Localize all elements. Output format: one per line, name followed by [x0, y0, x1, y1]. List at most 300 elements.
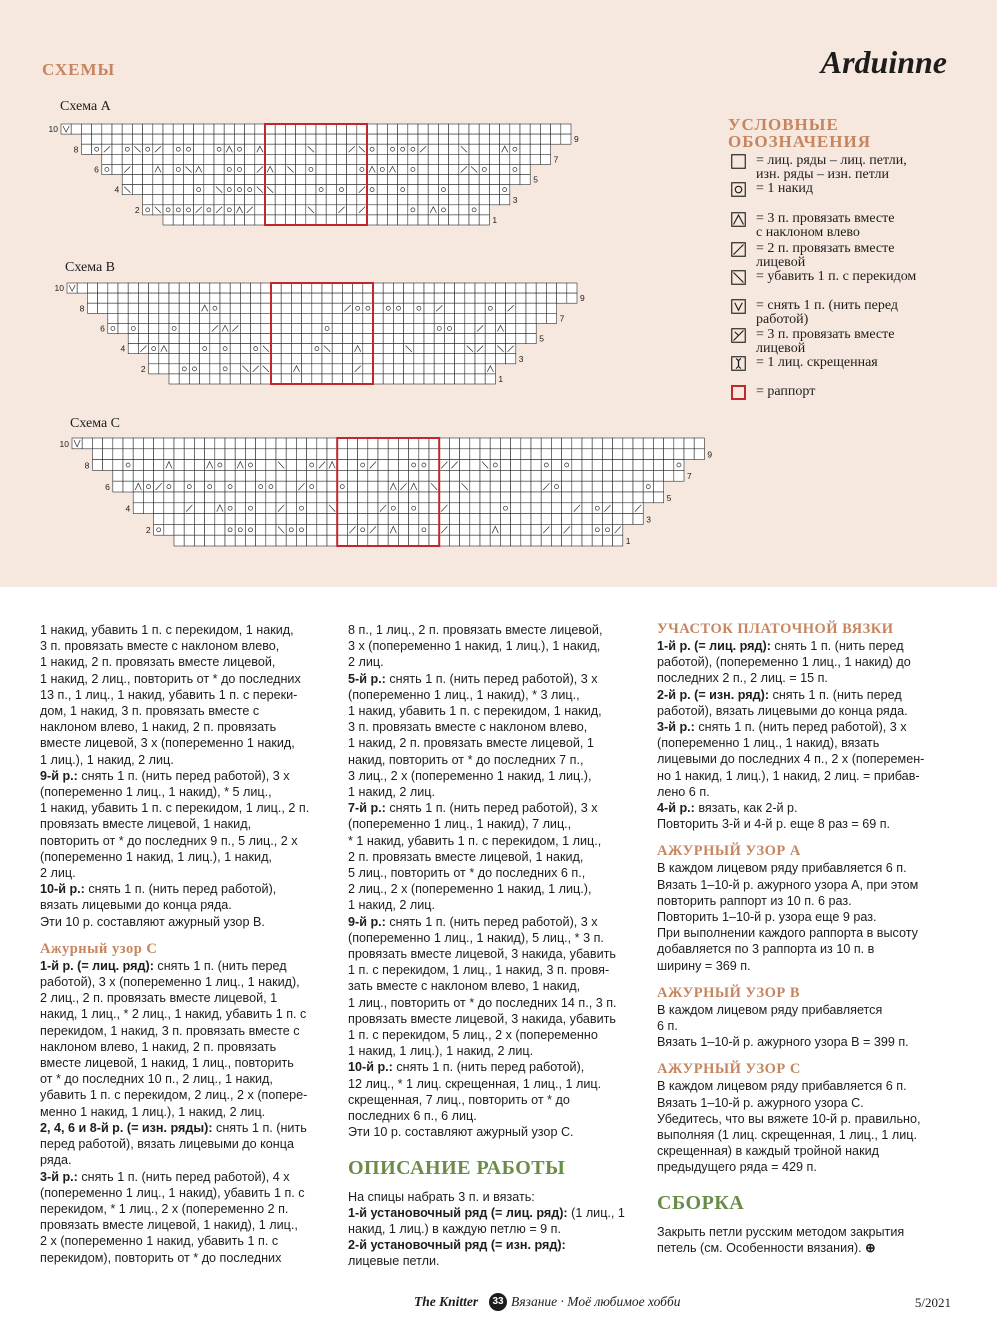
- row-text-line: (попеременно 1 накид, 1 лиц.), 1 накид,: [40, 849, 272, 864]
- chart-cell: [373, 344, 383, 354]
- chart-cell: [347, 514, 357, 525]
- chart-cell: [98, 293, 108, 303]
- chart-cell: [428, 134, 438, 144]
- chart-cell: [653, 460, 663, 471]
- chart-cell: [307, 460, 317, 471]
- chart-cell: [251, 334, 261, 344]
- chart-cell: [235, 524, 245, 535]
- row-text-line: 1 лиц., повторить от * до последних 14 п., 3 п.: [348, 995, 617, 1010]
- chart-cell: [183, 134, 193, 144]
- chart-cell: [285, 134, 295, 144]
- chart-cell: [179, 283, 189, 293]
- chart-cell: [285, 124, 295, 134]
- chart-cell: [398, 154, 408, 164]
- chart-cell: [327, 535, 337, 546]
- row-number: 1: [498, 374, 504, 384]
- chart-cell: [459, 124, 469, 134]
- chart-cell: [424, 354, 434, 364]
- chart-cell: [312, 334, 322, 344]
- chart-cell: [500, 449, 510, 460]
- footer-magazine: Вязание · Моё любимое хобби: [511, 1294, 681, 1309]
- chart-cell: [296, 175, 306, 185]
- chart-cell: [291, 354, 301, 364]
- chart-cell: [224, 164, 234, 174]
- chart-cell: [326, 154, 336, 164]
- chart-cell: [251, 354, 261, 364]
- empty-square-icon: [731, 154, 746, 169]
- chart-b: [55, 283, 585, 384]
- chart-cell: [183, 215, 193, 225]
- chart-cell: [551, 134, 561, 144]
- chart-cell: [184, 514, 194, 525]
- row-text-line: 1 накид, 2 лиц.: [348, 898, 435, 913]
- chart-cell: [256, 524, 266, 535]
- row-text-line: лено 6 п.: [657, 784, 710, 799]
- chart-cell: [220, 344, 230, 354]
- chart-cell: [572, 449, 582, 460]
- chart-cell: [408, 205, 418, 215]
- chart-cell: [398, 134, 408, 144]
- chart-cell: [434, 354, 444, 364]
- chart-cell: [592, 492, 602, 503]
- row-text-line: перед работой), вязать лицевыми до конца: [40, 1137, 294, 1152]
- row-text-line: зать вместе с наклоном влево, 1 накид,: [348, 979, 581, 994]
- chart-cell: [393, 364, 403, 374]
- legend-item-text: [756, 212, 981, 240]
- chart-cell: [332, 313, 342, 323]
- chart-cell: [326, 175, 336, 185]
- chart-cell: [363, 354, 373, 364]
- chart-cell: [312, 354, 322, 364]
- chart-cell: [138, 323, 148, 333]
- chart-cell: [235, 503, 245, 514]
- chart-cell: [255, 205, 265, 215]
- chart-cell: [296, 503, 306, 514]
- chart-cell: [409, 503, 419, 514]
- chart-cell: [81, 124, 91, 134]
- chart-cell: [296, 438, 306, 449]
- chart-cell: [266, 503, 276, 514]
- chart-cell: [251, 283, 261, 293]
- chart-cell: [174, 460, 184, 471]
- chart-cell: [112, 124, 122, 134]
- chart-cell: [592, 438, 602, 449]
- chart-cell: [261, 334, 271, 344]
- chart-cell: [434, 344, 444, 354]
- row-label: 10-й р.:: [40, 882, 85, 897]
- chart-cell: [336, 195, 346, 205]
- chart-cell: [449, 492, 459, 503]
- chart-cell: [428, 144, 438, 154]
- chart-cell: [409, 460, 419, 471]
- chart-cell: [353, 313, 363, 323]
- chart-cell: [398, 524, 408, 535]
- chart-cell: [633, 470, 643, 481]
- chart-cell: [633, 492, 643, 503]
- chart-cell: [623, 460, 633, 471]
- row-number: 10: [59, 438, 69, 449]
- text-line: В каждом лицевом ряду прибавляется: [657, 1002, 883, 1017]
- chart-cell: [296, 514, 306, 525]
- chart-cell: [424, 313, 434, 323]
- assembly-line-2: [657, 1240, 957, 1256]
- chart-cell: [322, 293, 332, 303]
- chart-cell: [347, 503, 357, 514]
- chart-cell: [179, 293, 189, 303]
- text-line: 3 п. провязать вместе с наклоном влево,: [40, 639, 280, 654]
- chart-cell: [132, 185, 142, 195]
- row-text-line: скрещенная, 7 лиц., повторить от * до: [348, 1092, 570, 1107]
- chart-cell: [377, 195, 387, 205]
- chart-cell: [393, 374, 403, 384]
- chart-cell: [613, 503, 623, 514]
- chart-cell: [531, 524, 541, 535]
- chart-cell: [444, 323, 454, 333]
- chart-cell: [173, 124, 183, 134]
- chart-cell: [398, 492, 408, 503]
- chart-cell: [220, 354, 230, 364]
- chart-cell: [317, 470, 327, 481]
- chart-cell: [143, 164, 153, 174]
- chart-cell: [562, 481, 572, 492]
- chart-cell: [143, 492, 153, 503]
- chart-cell: [336, 175, 346, 185]
- row-text-line: (попеременно 1 лиц., 1 накид), 5 лиц., * 3 п.: [348, 930, 604, 945]
- chart-cell: [592, 514, 602, 525]
- chart-cell: [479, 124, 489, 134]
- chart-cell: [429, 449, 439, 460]
- chart-cell: [347, 154, 357, 164]
- chart-cell: [307, 438, 317, 449]
- chart-cell: [143, 195, 153, 205]
- chart-cell: [418, 164, 428, 174]
- chart-cell: [265, 134, 275, 144]
- chart-cell: [194, 492, 204, 503]
- legend-line-2: изн. ряды – изн. петли: [756, 167, 889, 182]
- chart-cell: [214, 124, 224, 134]
- chart-cell: [225, 481, 235, 492]
- chart-cell: [368, 470, 378, 481]
- chart-cell: [240, 374, 250, 384]
- chart-cell: [388, 470, 398, 481]
- chart-cell: [113, 481, 123, 492]
- chart-cell: [521, 524, 531, 535]
- chart-cell: [189, 283, 199, 293]
- chart-cell: [449, 124, 459, 134]
- chart-cell: [357, 124, 367, 134]
- chart-cell: [205, 524, 215, 535]
- chart-cell: [489, 144, 499, 154]
- chart-cell: [434, 313, 444, 323]
- chart-cell: [387, 175, 397, 185]
- chart-cell: [189, 354, 199, 364]
- chart-cell: [398, 185, 408, 195]
- slip-wyif-icon: [731, 299, 746, 314]
- chart-cell: [418, 195, 428, 205]
- chart-cell: [500, 438, 510, 449]
- chart-cell: [322, 354, 332, 364]
- chart-cell: [235, 481, 245, 492]
- chart-cell: [128, 283, 138, 293]
- chart-cell: [367, 185, 377, 195]
- chart-cell: [342, 313, 352, 323]
- chart-cell: [353, 283, 363, 293]
- legend: [728, 115, 978, 399]
- chart-cell: [149, 293, 159, 303]
- chart-cell: [551, 492, 561, 503]
- chart-cell: [398, 460, 408, 471]
- chart-cell: [551, 124, 561, 134]
- chart-cell: [240, 283, 250, 293]
- chart-cell: [408, 164, 418, 174]
- chart-cell: [204, 175, 214, 185]
- chart-cell: [378, 438, 388, 449]
- chart-cell: [562, 449, 572, 460]
- chart-cell: [204, 154, 214, 164]
- chart-cell: [307, 535, 317, 546]
- chart-cell: [418, 154, 428, 164]
- chart-cell: [495, 313, 505, 323]
- chart-cell: [428, 124, 438, 134]
- text-line: повторить раппорт из 10 п. 6 раз.: [657, 893, 852, 908]
- chart-cell: [480, 503, 490, 514]
- chart-cell: [230, 374, 240, 384]
- chart-cell: [449, 470, 459, 481]
- chart-cell: [163, 185, 173, 195]
- chart-cell: [347, 460, 357, 471]
- chart-cell: [429, 492, 439, 503]
- chart-cell: [383, 354, 393, 364]
- chart-cell: [572, 524, 582, 535]
- legend-line-1: = 3 п. провязать вместе: [756, 327, 895, 342]
- chart-cell: [485, 374, 495, 384]
- chart-cell: [551, 535, 561, 546]
- chart-cell: [92, 460, 102, 471]
- chart-cell: [479, 205, 489, 215]
- chart-cell: [551, 524, 561, 535]
- chart-cell: [373, 293, 383, 303]
- chart-cell: [480, 449, 490, 460]
- k3tog-left-icon: [731, 212, 746, 227]
- chart-cell: [296, 535, 306, 546]
- chart-cell: [179, 364, 189, 374]
- chart-cell: [306, 124, 316, 134]
- row-text-line: 1 накид, убавить 1 п. с перекидом, 1 лиц., 2 п.: [40, 801, 310, 816]
- chart-cell: [204, 144, 214, 154]
- chart-cell: [322, 323, 332, 333]
- chart-cell: [455, 293, 465, 303]
- row-number: 5: [539, 333, 544, 344]
- chart-cell: [613, 535, 623, 546]
- chart-cell: [138, 283, 148, 293]
- chart-cell: [327, 470, 337, 481]
- chart-cell: [526, 303, 536, 313]
- chart-cell: [307, 492, 317, 503]
- chart-cell: [143, 460, 153, 471]
- footer-brand: The Knitter: [414, 1294, 479, 1309]
- row-text-line: 1 накид, 1 лиц.), 1 накид, 2 лиц.: [348, 1044, 534, 1059]
- chart-cell: [469, 195, 479, 205]
- chart-cell: [404, 313, 414, 323]
- chart-cell: [184, 438, 194, 449]
- chart-cell: [240, 293, 250, 303]
- chart-cell: [235, 470, 245, 481]
- chart-cell: [444, 313, 454, 323]
- chart-cell: [572, 460, 582, 471]
- chart-cell: [118, 313, 128, 323]
- chart-cell: [153, 134, 163, 144]
- chart-cell: [531, 470, 541, 481]
- chart-cell: [455, 334, 465, 344]
- chart-cell: [485, 293, 495, 303]
- text-line: выполняя (1 лиц. скрещенная, 1 лиц., 1 лиц.: [657, 1128, 917, 1143]
- chart-cell: [276, 449, 286, 460]
- chart-cell: [414, 354, 424, 364]
- chart-cell: [449, 154, 459, 164]
- chart-cell: [377, 134, 387, 144]
- chart-cell: [317, 535, 327, 546]
- row-text-line: (попеременно 1 лиц., 1 накид), * 3 лиц.,: [348, 687, 580, 702]
- chart-cell: [143, 144, 153, 154]
- chart-cell: [210, 293, 220, 303]
- chart-cell: [285, 154, 295, 164]
- chart-cell: [664, 460, 674, 471]
- chart-cell: [613, 460, 623, 471]
- chart-cell: [133, 460, 143, 471]
- chart-cell: [388, 438, 398, 449]
- chart-cell: [387, 195, 397, 205]
- chart-cell: [220, 364, 230, 374]
- chart-cell: [485, 303, 495, 313]
- row-text-line: работой), (попеременно 1 лиц., 1 накид) до: [657, 655, 911, 670]
- chart-cell: [613, 492, 623, 503]
- chart-cell: [108, 283, 118, 293]
- pattern-a-title: АЖУРНЫЙ УЗОР A: [657, 843, 801, 860]
- chart-cell: [546, 293, 556, 303]
- section-title: СХЕМЫ: [42, 60, 116, 79]
- chart-cell: [439, 438, 449, 449]
- chart-cell: [200, 293, 210, 303]
- chart-cell: [521, 492, 531, 503]
- chart-cell: [429, 438, 439, 449]
- chart-cell: [653, 492, 663, 503]
- chart-cell: [424, 323, 434, 333]
- chart-cell: [541, 438, 551, 449]
- chart-cell: [479, 175, 489, 185]
- chart-cell: [205, 492, 215, 503]
- chart-cell: [495, 354, 505, 364]
- row-number: 9: [580, 293, 585, 304]
- chart-cell: [245, 195, 255, 205]
- chart-cell: [113, 470, 123, 481]
- chart-cell: [582, 470, 592, 481]
- chart-cell: [449, 449, 459, 460]
- chart-cell: [173, 175, 183, 185]
- chart-cell: [592, 470, 602, 481]
- chart-cell: [112, 144, 122, 154]
- chart-cell: [261, 313, 271, 323]
- assembly-line-1: Закрыть петли русским методом закрытия: [657, 1224, 905, 1239]
- chart-cell: [469, 124, 479, 134]
- chart-cell: [322, 283, 332, 293]
- chart-cell: [367, 154, 377, 164]
- chart-cell: [373, 354, 383, 364]
- chart-cell: [643, 438, 653, 449]
- row-number: 5: [533, 174, 538, 185]
- chart-cell: [215, 470, 225, 481]
- row-label: 2-й установочный ряд (= изн. ряд):: [348, 1238, 566, 1253]
- legend-item-text: [756, 328, 981, 356]
- chart-cell: [546, 303, 556, 313]
- chart-cell: [347, 164, 357, 174]
- chart-cell: [276, 470, 286, 481]
- chart-cell: [296, 492, 306, 503]
- chart-cell: [153, 154, 163, 164]
- chart-cell: [521, 481, 531, 492]
- row-text-line: вместе лицевой, 1 накид, 1 лиц., повторить: [40, 1056, 294, 1071]
- chart-cell: [438, 195, 448, 205]
- chart-cell: [511, 481, 521, 492]
- chart-cell: [460, 524, 470, 535]
- chart-cell: [475, 303, 485, 313]
- chart-cell: [189, 374, 199, 384]
- chart-cell: [82, 438, 92, 449]
- chart-cell: [490, 503, 500, 514]
- chart-cell: [459, 134, 469, 144]
- chart-cell: [286, 460, 296, 471]
- chart-a: [49, 124, 579, 225]
- row-text-line: 1 накид, 2 п. провязать вместе лицевой, 1: [348, 736, 594, 751]
- chart-cell: [143, 124, 153, 134]
- chart-cell: [215, 524, 225, 535]
- row-number: 8: [79, 303, 85, 314]
- chart-cell: [173, 134, 183, 144]
- chart-cell: [551, 460, 561, 471]
- chart-cell: [102, 164, 112, 174]
- chart-cell: [602, 449, 612, 460]
- chart-cell: [582, 503, 592, 514]
- chart-cell: [322, 313, 332, 323]
- chart-cell: [429, 470, 439, 481]
- chart-cell: [286, 481, 296, 492]
- chart-cell: [108, 293, 118, 303]
- chart-cell: [240, 313, 250, 323]
- chart-cell: [485, 313, 495, 323]
- chart-cell: [169, 364, 179, 374]
- chart-cell: [460, 460, 470, 471]
- chart-cell: [551, 438, 561, 449]
- chart-cell: [307, 449, 317, 460]
- chart-cell: [215, 514, 225, 525]
- chart-cell: [163, 175, 173, 185]
- chart-cell: [183, 144, 193, 154]
- chart-cell: [200, 344, 210, 354]
- chart-cell: [98, 303, 108, 313]
- chart-cell: [164, 514, 174, 525]
- row-number: 1: [492, 215, 498, 225]
- chart-cell: [521, 449, 531, 460]
- chart-cell: [664, 470, 674, 481]
- chart-cell: [163, 164, 173, 174]
- chart-cell: [398, 175, 408, 185]
- chart-cell: [541, 535, 551, 546]
- chart-cell: [302, 313, 312, 323]
- chart-cell: [113, 438, 123, 449]
- chart-cell: [169, 334, 179, 344]
- chart-cell: [281, 364, 291, 374]
- chart-cell: [122, 175, 132, 185]
- row-text-line: (попеременно 1 лиц., 1 накид), 7 лиц.,: [348, 817, 572, 832]
